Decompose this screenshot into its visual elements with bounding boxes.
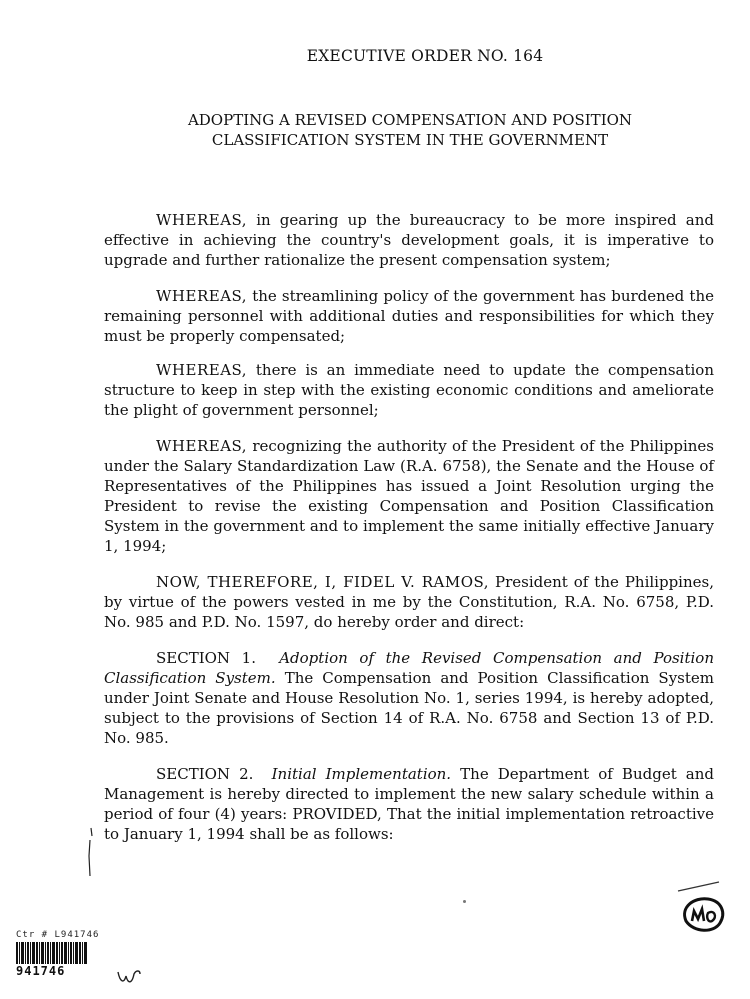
handwritten-scribble-icon	[116, 966, 142, 986]
section-1	[104, 648, 714, 748]
paragraph-lead: WHEREAS,	[156, 437, 248, 455]
paragraph-lead: WHEREAS,	[156, 287, 248, 305]
paragraph-text: there is an immediate need to update the compensation structure to keep in step with the existing economic conditions and ameliorate the plight of government personnel;	[104, 361, 714, 419]
paragraph-lead: WHEREAS,	[156, 361, 248, 379]
section-title: Adoption of the Revised Compensation and Position Classification System.	[104, 649, 714, 687]
document-barcode	[16, 930, 116, 980]
section-title: Initial Implementation.	[271, 765, 452, 783]
document-title	[130, 110, 690, 150]
paragraph-lead: WHEREAS,	[156, 211, 248, 229]
paragraph-text: recognizing the authority of the President of the Philippines under the Salary Standardization Law (R.A. 6758), the Senate and the House of Representatives of the Philippines has issued a Joint Resolution urging the President to revise the existing Compensation and Position Classification System in the government and to implement the same initially effective January 1, 1994;	[104, 437, 714, 555]
paragraph-text: President of the Philippines, by virtue of the powers vested in me by the Constitution, R.A. No. 6758, P.D. No. 985 and P.D. No. 1597, do hereby order and direct:	[104, 573, 714, 631]
margin-pen-mark-icon	[86, 826, 94, 878]
whereas-paragraph-2	[104, 286, 714, 346]
barcode-number: 941746	[16, 964, 66, 978]
barcode-control-number: Ctr # L941746	[16, 930, 100, 940]
paragraph-lead: NOW, THEREFORE, I, FIDEL V. RAMOS,	[156, 573, 490, 591]
section-label: SECTION 2.	[156, 765, 254, 783]
paragraph-text: in gearing up the bureaucracy to be more inspired and effective in achieving the country's development goals, it is imperative to upgrade and further rationalize the present compensation system;	[104, 211, 714, 269]
section-text: The Compensation and Position Classification System under Joint Senate and House Resolution No. 1, series 1994, is hereby adopted, subject to the provisions of Section 14 of R.A. No. 6758 and Section 13 of P.D. No. 985.	[104, 669, 715, 747]
whereas-paragraph-4	[104, 436, 714, 556]
whereas-paragraph-1	[104, 210, 714, 270]
now-therefore-paragraph	[104, 572, 714, 632]
section-2	[104, 764, 714, 844]
title-line-2: CLASSIFICATION SYSTEM IN THE GOVERNMENT	[211, 131, 609, 149]
whereas-paragraph-3	[104, 360, 714, 420]
title-line-1: ADOPTING A REVISED COMPENSATION AND POSITION	[187, 111, 633, 129]
pen-stroke-icon	[677, 880, 721, 892]
paragraph-text: the streamlining policy of the government has burdened the remaining personnel with additional duties and responsibilities for which they must be properly compensated;	[104, 287, 714, 345]
handwritten-initials-icon	[678, 893, 728, 935]
section-label: SECTION 1.	[156, 649, 256, 667]
section-text: The Department of Budget and Management is hereby directed to implement the new salary schedule within a period of four (4) years: PROVIDED, That the initial implementation retroactive to January 1, 1994 shall be as follows:	[104, 765, 714, 843]
barcode-bars-icon	[16, 942, 88, 964]
document-body	[104, 210, 714, 860]
executive-order-number: EXECUTIVE ORDER NO. 164	[306, 47, 544, 65]
stray-dot	[463, 900, 466, 903]
